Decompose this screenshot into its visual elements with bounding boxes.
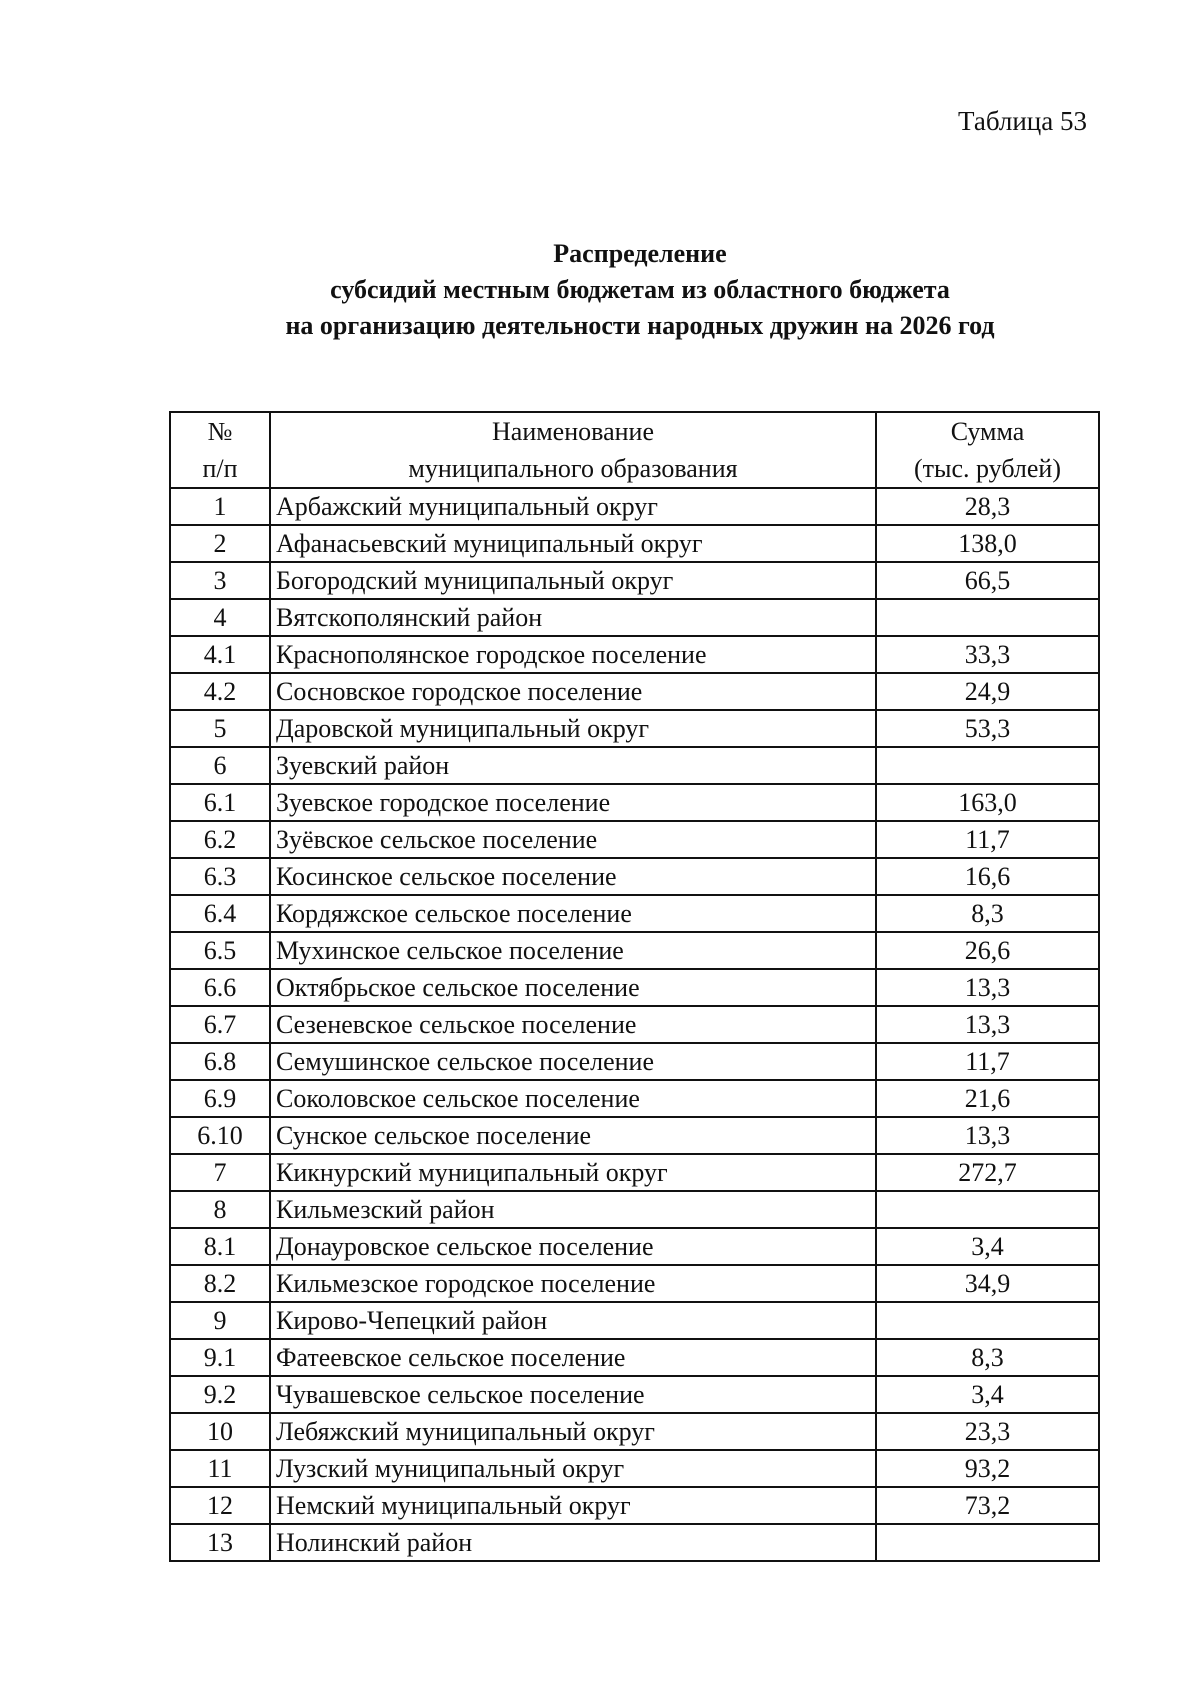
table-row [170, 969, 1099, 1006]
row-number-cell: 12 [170, 1487, 270, 1524]
title-line: Распределение [553, 239, 727, 268]
header-sum-line: Сумма [950, 417, 1025, 446]
table-row [170, 1006, 1099, 1043]
row-number-cell: 3 [170, 562, 270, 599]
header-sum-line: (тыс. рублей) [913, 454, 1061, 483]
header-number-line: № [207, 417, 233, 446]
table-row [170, 1191, 1099, 1228]
row-sum-cell: 11,7 [876, 821, 1099, 858]
row-number-cell: 6.1 [170, 784, 270, 821]
row-number-cell: 6.7 [170, 1006, 270, 1043]
table-row [170, 858, 1099, 895]
table-row [170, 1080, 1099, 1117]
row-name-cell: Зуевское городское поселение [270, 784, 876, 821]
row-sum-cell: 138,0 [876, 525, 1099, 562]
row-name-cell: Семушинское сельское поселение [270, 1043, 876, 1080]
title-line: на организацию деятельности народных дружин на 2026 год [285, 311, 995, 340]
row-sum-cell: 3,4 [876, 1376, 1099, 1413]
row-name-cell: Сезеневское сельское поселение [270, 1006, 876, 1043]
row-sum-cell: 93,2 [876, 1450, 1099, 1487]
table-row [170, 525, 1099, 562]
row-number-cell: 6.10 [170, 1117, 270, 1154]
table-row [170, 1524, 1099, 1561]
row-number-cell: 7 [170, 1154, 270, 1191]
row-name-cell: Вятскополянский район [270, 599, 876, 636]
row-name-cell: Нолинский район [270, 1524, 876, 1561]
row-name-cell: Чувашевское сельское поселение [270, 1376, 876, 1413]
row-sum-cell: 66,5 [876, 562, 1099, 599]
row-number-cell: 8 [170, 1191, 270, 1228]
row-number-cell: 6.2 [170, 821, 270, 858]
row-sum-cell: 21,6 [876, 1080, 1099, 1117]
table-row [170, 1376, 1099, 1413]
row-sum-cell: 26,6 [876, 932, 1099, 969]
row-number-cell: 4.2 [170, 673, 270, 710]
row-sum-cell: 28,3 [876, 488, 1099, 525]
row-name-cell: Богородский муниципальный округ [270, 562, 876, 599]
row-sum-cell: 16,6 [876, 858, 1099, 895]
row-name-cell: Немский муниципальный округ [270, 1487, 876, 1524]
row-sum-cell: 24,9 [876, 673, 1099, 710]
row-sum-cell [876, 747, 1099, 784]
row-sum-cell: 8,3 [876, 1339, 1099, 1376]
row-number-cell: 6 [170, 747, 270, 784]
header-number [170, 412, 270, 488]
table-body [170, 488, 1099, 1561]
table-row [170, 673, 1099, 710]
table-row [170, 747, 1099, 784]
header-name-line: муниципального образования [408, 454, 738, 483]
table-row [170, 1265, 1099, 1302]
table-row [170, 1339, 1099, 1376]
row-name-cell: Октябрьское сельское поселение [270, 969, 876, 1006]
row-name-cell: Краснополянское городское поселение [270, 636, 876, 673]
row-sum-cell: 272,7 [876, 1154, 1099, 1191]
row-sum-cell [876, 1191, 1099, 1228]
row-name-cell: Сосновское городское поселение [270, 673, 876, 710]
row-name-cell: Кирово-Чепецкий район [270, 1302, 876, 1339]
row-name-cell: Даровской муниципальный округ [270, 710, 876, 747]
row-sum-cell [876, 599, 1099, 636]
row-number-cell: 4.1 [170, 636, 270, 673]
row-name-cell: Арбажский муниципальный округ [270, 488, 876, 525]
subsidy-distribution-table [169, 411, 1100, 1562]
row-number-cell: 8.2 [170, 1265, 270, 1302]
row-name-cell: Зуёвское сельское поселение [270, 821, 876, 858]
row-sum-cell: 13,3 [876, 969, 1099, 1006]
row-number-cell: 6.8 [170, 1043, 270, 1080]
table-row [170, 895, 1099, 932]
table-row [170, 636, 1099, 673]
row-name-cell: Донауровское сельское поселение [270, 1228, 876, 1265]
row-sum-cell: 13,3 [876, 1117, 1099, 1154]
row-number-cell: 6.3 [170, 858, 270, 895]
table-row [170, 1154, 1099, 1191]
table-header-row [170, 412, 1099, 488]
table-row [170, 1487, 1099, 1524]
row-name-cell: Соколовское сельское поселение [270, 1080, 876, 1117]
row-number-cell: 6.9 [170, 1080, 270, 1117]
row-sum-cell: 3,4 [876, 1228, 1099, 1265]
row-sum-cell: 13,3 [876, 1006, 1099, 1043]
row-name-cell: Сунское сельское поселение [270, 1117, 876, 1154]
table-row [170, 599, 1099, 636]
table-row [170, 1450, 1099, 1487]
table-row [170, 1302, 1099, 1339]
row-name-cell: Мухинское сельское поселение [270, 932, 876, 969]
row-name-cell: Лузский муниципальный округ [270, 1450, 876, 1487]
header-sum [876, 412, 1099, 488]
row-name-cell: Кильмезское городское поселение [270, 1265, 876, 1302]
row-number-cell: 11 [170, 1450, 270, 1487]
row-number-cell: 2 [170, 525, 270, 562]
table-row [170, 932, 1099, 969]
row-sum-cell: 33,3 [876, 636, 1099, 673]
row-sum-cell: 163,0 [876, 784, 1099, 821]
row-number-cell: 9.2 [170, 1376, 270, 1413]
row-name-cell: Афанасьевский муниципальный округ [270, 525, 876, 562]
table-row [170, 1043, 1099, 1080]
row-number-cell: 6.6 [170, 969, 270, 1006]
document-title [0, 236, 1200, 344]
header-name [270, 412, 876, 488]
row-sum-cell: 8,3 [876, 895, 1099, 932]
row-name-cell: Лебяжский муниципальный округ [270, 1413, 876, 1450]
row-number-cell: 9.1 [170, 1339, 270, 1376]
row-name-cell: Кикнурский муниципальный округ [270, 1154, 876, 1191]
table-row [170, 488, 1099, 525]
table-number-label: Таблица 53 [958, 106, 1087, 136]
row-number-cell: 5 [170, 710, 270, 747]
row-number-cell: 4 [170, 599, 270, 636]
table-row [170, 1117, 1099, 1154]
row-sum-cell: 23,3 [876, 1413, 1099, 1450]
row-number-cell: 1 [170, 488, 270, 525]
row-number-cell: 6.4 [170, 895, 270, 932]
row-sum-cell: 34,9 [876, 1265, 1099, 1302]
row-name-cell: Косинское сельское поселение [270, 858, 876, 895]
row-number-cell: 8.1 [170, 1228, 270, 1265]
table-row [170, 821, 1099, 858]
row-number-cell: 6.5 [170, 932, 270, 969]
row-name-cell: Зуевский район [270, 747, 876, 784]
row-name-cell: Фатеевское сельское поселение [270, 1339, 876, 1376]
header-number-line: п/п [202, 454, 238, 483]
table-row [170, 562, 1099, 599]
table-row [170, 1413, 1099, 1450]
table-row [170, 710, 1099, 747]
row-sum-cell [876, 1302, 1099, 1339]
title-line: субсидий местным бюджетам из областного бюджета [330, 275, 950, 304]
row-sum-cell [876, 1524, 1099, 1561]
table-row [170, 784, 1099, 821]
row-number-cell: 13 [170, 1524, 270, 1561]
row-number-cell: 9 [170, 1302, 270, 1339]
row-sum-cell: 11,7 [876, 1043, 1099, 1080]
row-sum-cell: 53,3 [876, 710, 1099, 747]
row-number-cell: 10 [170, 1413, 270, 1450]
header-name-line: Наименование [492, 417, 654, 446]
table-row [170, 1228, 1099, 1265]
row-name-cell: Кордяжское сельское поселение [270, 895, 876, 932]
row-sum-cell: 73,2 [876, 1487, 1099, 1524]
row-name-cell: Кильмезский район [270, 1191, 876, 1228]
